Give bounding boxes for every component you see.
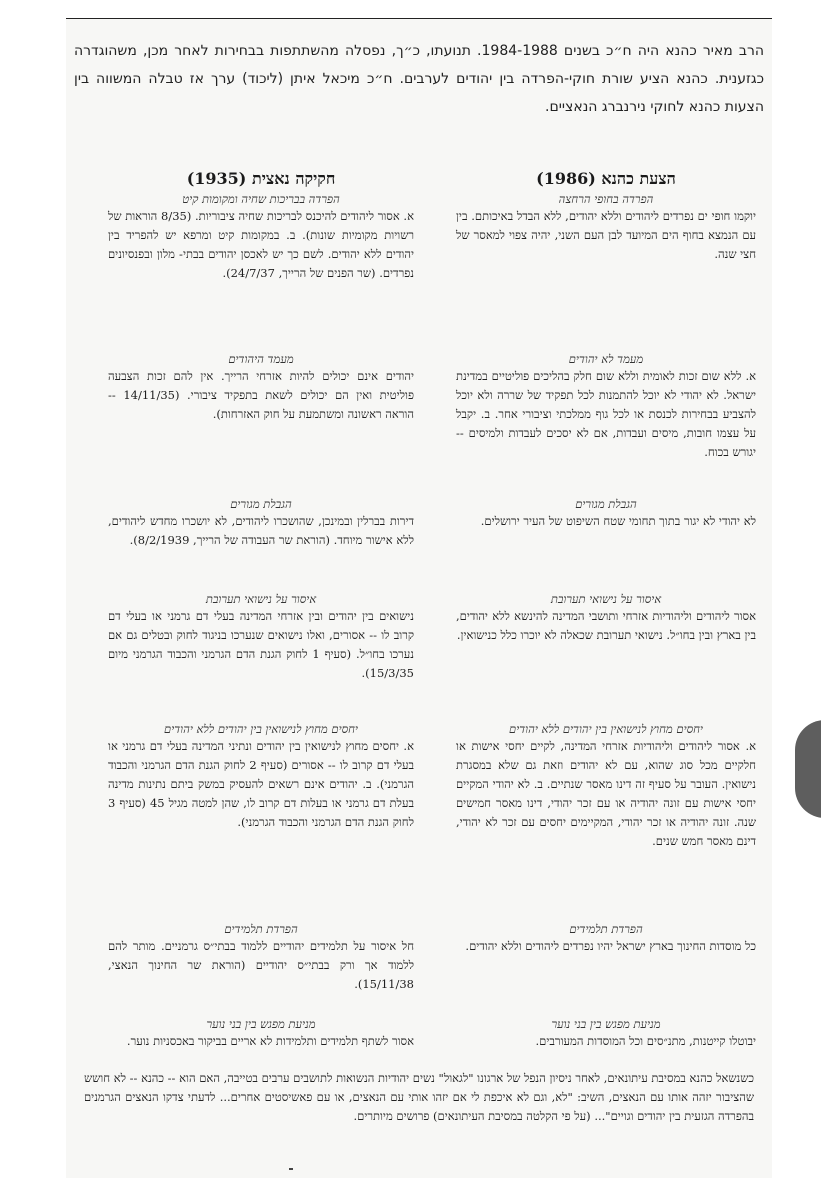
section-body: א. אסור ליהודים להיכנס לבריכות שחיה ציבוריות. (8/35 הוראות של רשויות מקומיות שונות). ב. במקומות קיט ומרפא יש להפריד בין יהודים ללא יהודים. לשם כך יש לאכסן יהודים בבתי- מלון ובפנסיונים נפרדים. (שר הפנים של הרייך, 24/7/37). [108,209,414,280]
section-body: א. ללא שום זכות לאומית וללא שום חלק בהליכים פוליטיים במדינת ישראל. לא יהודי לא יוכל להתמנות לכל תפקיד של שררה ולא יוכל להצביע בבחירות לכנסת או לכל גוף ממלכתי וציבורי אחר. ב. יקבל על עצמו חובות, מיסים ועבדות, אם לא יסכים לעבדות ולמיסים -- יגורש בכוח. [456,369,756,459]
nazi-column [108,169,415,1048]
section-body: יבוטלו קייטנות, מתנ״סים וכל המוסדות המעורבים. [535,1034,756,1048]
section-title: הגבלת מגורים [575,497,637,511]
section-title: הפרדת תלמידים [569,922,643,936]
kahane-section-students [456,921,756,956]
section-body: כל מוסדות החינוך בארץ ישראל יהיו נפרדים ליהודים וללא יהודים. [465,939,756,953]
section-title: מעמד היהודים [228,352,294,366]
kahane-column-heading: הצעת כהנא (1986) [536,169,676,188]
document-page [66,18,772,1178]
section-body: דירות בברלין ובמינכן, שהושכרו ליהודים, לא יושכרו מחדש ליהודים, ללא אישור מיוחד. (הוראת שר העבודה של הרייך, 8/2/1939). [108,514,414,547]
nazi-section-relations [108,721,414,832]
kahane-section-residence [456,496,756,531]
section-title: איסור על נישואי תערובת [205,592,317,606]
nazi-section-students [108,921,414,994]
section-title: יחסים מחוץ לנישואין בין יהודים ללא יהודים [164,722,358,736]
kahane-section-beaches [456,191,756,264]
section-title: יחסים מחוץ לנישואין בין יהודים ללא יהודים [509,722,703,736]
section-title: איסור על נישואי תערובת [550,592,662,606]
section-body: א. אסור ליהודים וליהודיות אזרחי המדינה, לקיים יחסי אישות או חלקיים מכל סוג שהוא, עם לא יהודים וזאת גם שלא במסגרת נישואין. העובר על סעיף זה דינו מאסר שנתיים. ב. לא יהודי המקיים יחסי אישות עם זונה יהודיה או עם זכר יהודי, דינו מאסר חמישים שנה. זונה יהודיה או זכר יהודי, המקיימים יחסים עם זכר לא יהודי, דינם מאסר חמש שנים. [456,739,756,848]
intro-paragraph: הרב מאיר כהנא היה ח״כ בשנים 1984-1988. תנועתו, כ״ך, נפסלה מהשתתפות בבחירות לאחר מכן, משהוגדרה כגזענית. כהנא הציע שורת חוקי-הפרדה בין יהודים לערבים. ח״כ מיכאל איתן (ליכוד) ערך אז טבלה המשווה בין הצעות כהנא לחוקי נירנברג הנאציים. [74,43,764,115]
section-title: הפרדה בבריכות שחיה ומקומות קיט [182,192,340,206]
section-body: יהודים אינם יכולים להיות אזרחי הרייך. אין להם זכות הצבעה פוליטית ואין הם יכולים לשאת בתפקיד ציבורי. (14/11/35 -- הוראה ראשונה ומשתמעת על חוק האזרחות). [108,369,414,421]
page-edge-mark [289,1168,293,1170]
nazi-section-youth [108,1016,414,1051]
section-title: מניעת מפגש בין בני נוער [206,1017,316,1031]
nazi-section-pools [108,191,414,283]
kahane-section-status [456,351,756,462]
section-body: יוקמו חופי ים נפרדים ליהודים וללא יהודים, ללא הבדל באיכותם. בין עם הנמצא בחוף הים המיועד לבן העם השני, יהיה צפוי למאסר של חצי שנה. [456,209,756,261]
section-body: אסור ליהודים וליהודיות אזרחי ותושבי המדינה להינשא ללא יהודים, בין בארץ ובין בחו״ל. נישואי תערובת שכאלה לא יוכרו כלל כנישואין. [456,609,756,642]
footer-paragraph: כשנשאל כהנא במסיבת עיתונאים, לאחר ניסיון הנפל של ארגונו "לגאול" נשים יהודיות הנשואות לתושבים ערבים בטייבה, האם הוא -- כהנא -- לא חושש שהציבור יזהה אותו עם הנאצים, השיב: "לא, וגם לא איכפת לי אם יזהו אותי עם הנאצים, או עם פאשיסטים אחרים... לדעתי צדקו הנאצים הגרמנים בהפרדה הגזעית בין יהודים וגויים"... (על פי הקלטה במסיבת העיתונאים) פרושים מיותרים. [84,1071,754,1123]
nazi-section-residence [108,496,414,550]
section-title: מעמד לא יהודים [568,352,644,366]
section-title: הגבלת מגורים [230,497,292,511]
section-body: אסור לשתף תלמידים ותלמידות לא אריים בביקור באכסניות נוער. [126,1034,414,1048]
section-title: הפרדת תלמידים [224,922,298,936]
nazi-section-status [108,351,414,424]
nazi-column-heading: חקיקה נאצית (1935) [186,169,336,188]
section-title: מניעת מפגש בין בני נוער [551,1017,661,1031]
section-body: נישואים בין יהודים ובין אזרחי המדינה בעלי דם גרמני או בעלי דם קרוב לו -- אסורים, ואלו נישואים שנערכו בניגוד לחוק ובטלים גם אם נערכו בחו״ל. (סעיף 1 לחוק הגנת הדם הגרמני והכבוד הגרמני מיום 15/3/35). [108,609,414,680]
kahane-section-intermarriage [456,591,756,645]
section-title: הפרדה בחופי הרחצה [558,192,654,206]
section-body: לא יהודי לא יגור בתוך תחומי שטח השיפוט של העיר ירושלים. [480,514,756,528]
scroll-handle[interactable] [795,720,821,818]
kahane-section-relations [456,721,756,851]
kahane-column [456,169,756,1048]
section-body: חל איסור על תלמידים יהודיים ללמוד בבתי״ס גרמניים. מותר להם ללמוד אך ורק בבתי״ס יהודיים (הוראת שר החינוך הנאצי, 15/11/38). [108,939,414,991]
kahane-section-youth [456,1016,756,1051]
nazi-section-intermarriage [108,591,414,683]
section-body: א. יחסים מחוץ לנישואין בין יהודים ונתיני המדינה בעלי דם גרמני או בעלי דם קרוב לו -- אסורים (סעיף 2 לחוק הגנת הדם הגרמני והכבוד הגרמני). ב. יהודים אינם רשאים להעסיק במשק ביתם נתינות מדינה בעלת דם גרמני או בעלות דם קרוב לו, שהן למטה מגיל 45 (סעיף 3 לחוק הגנת הדם הגרמני והכבוד הגרמני). [108,739,415,829]
